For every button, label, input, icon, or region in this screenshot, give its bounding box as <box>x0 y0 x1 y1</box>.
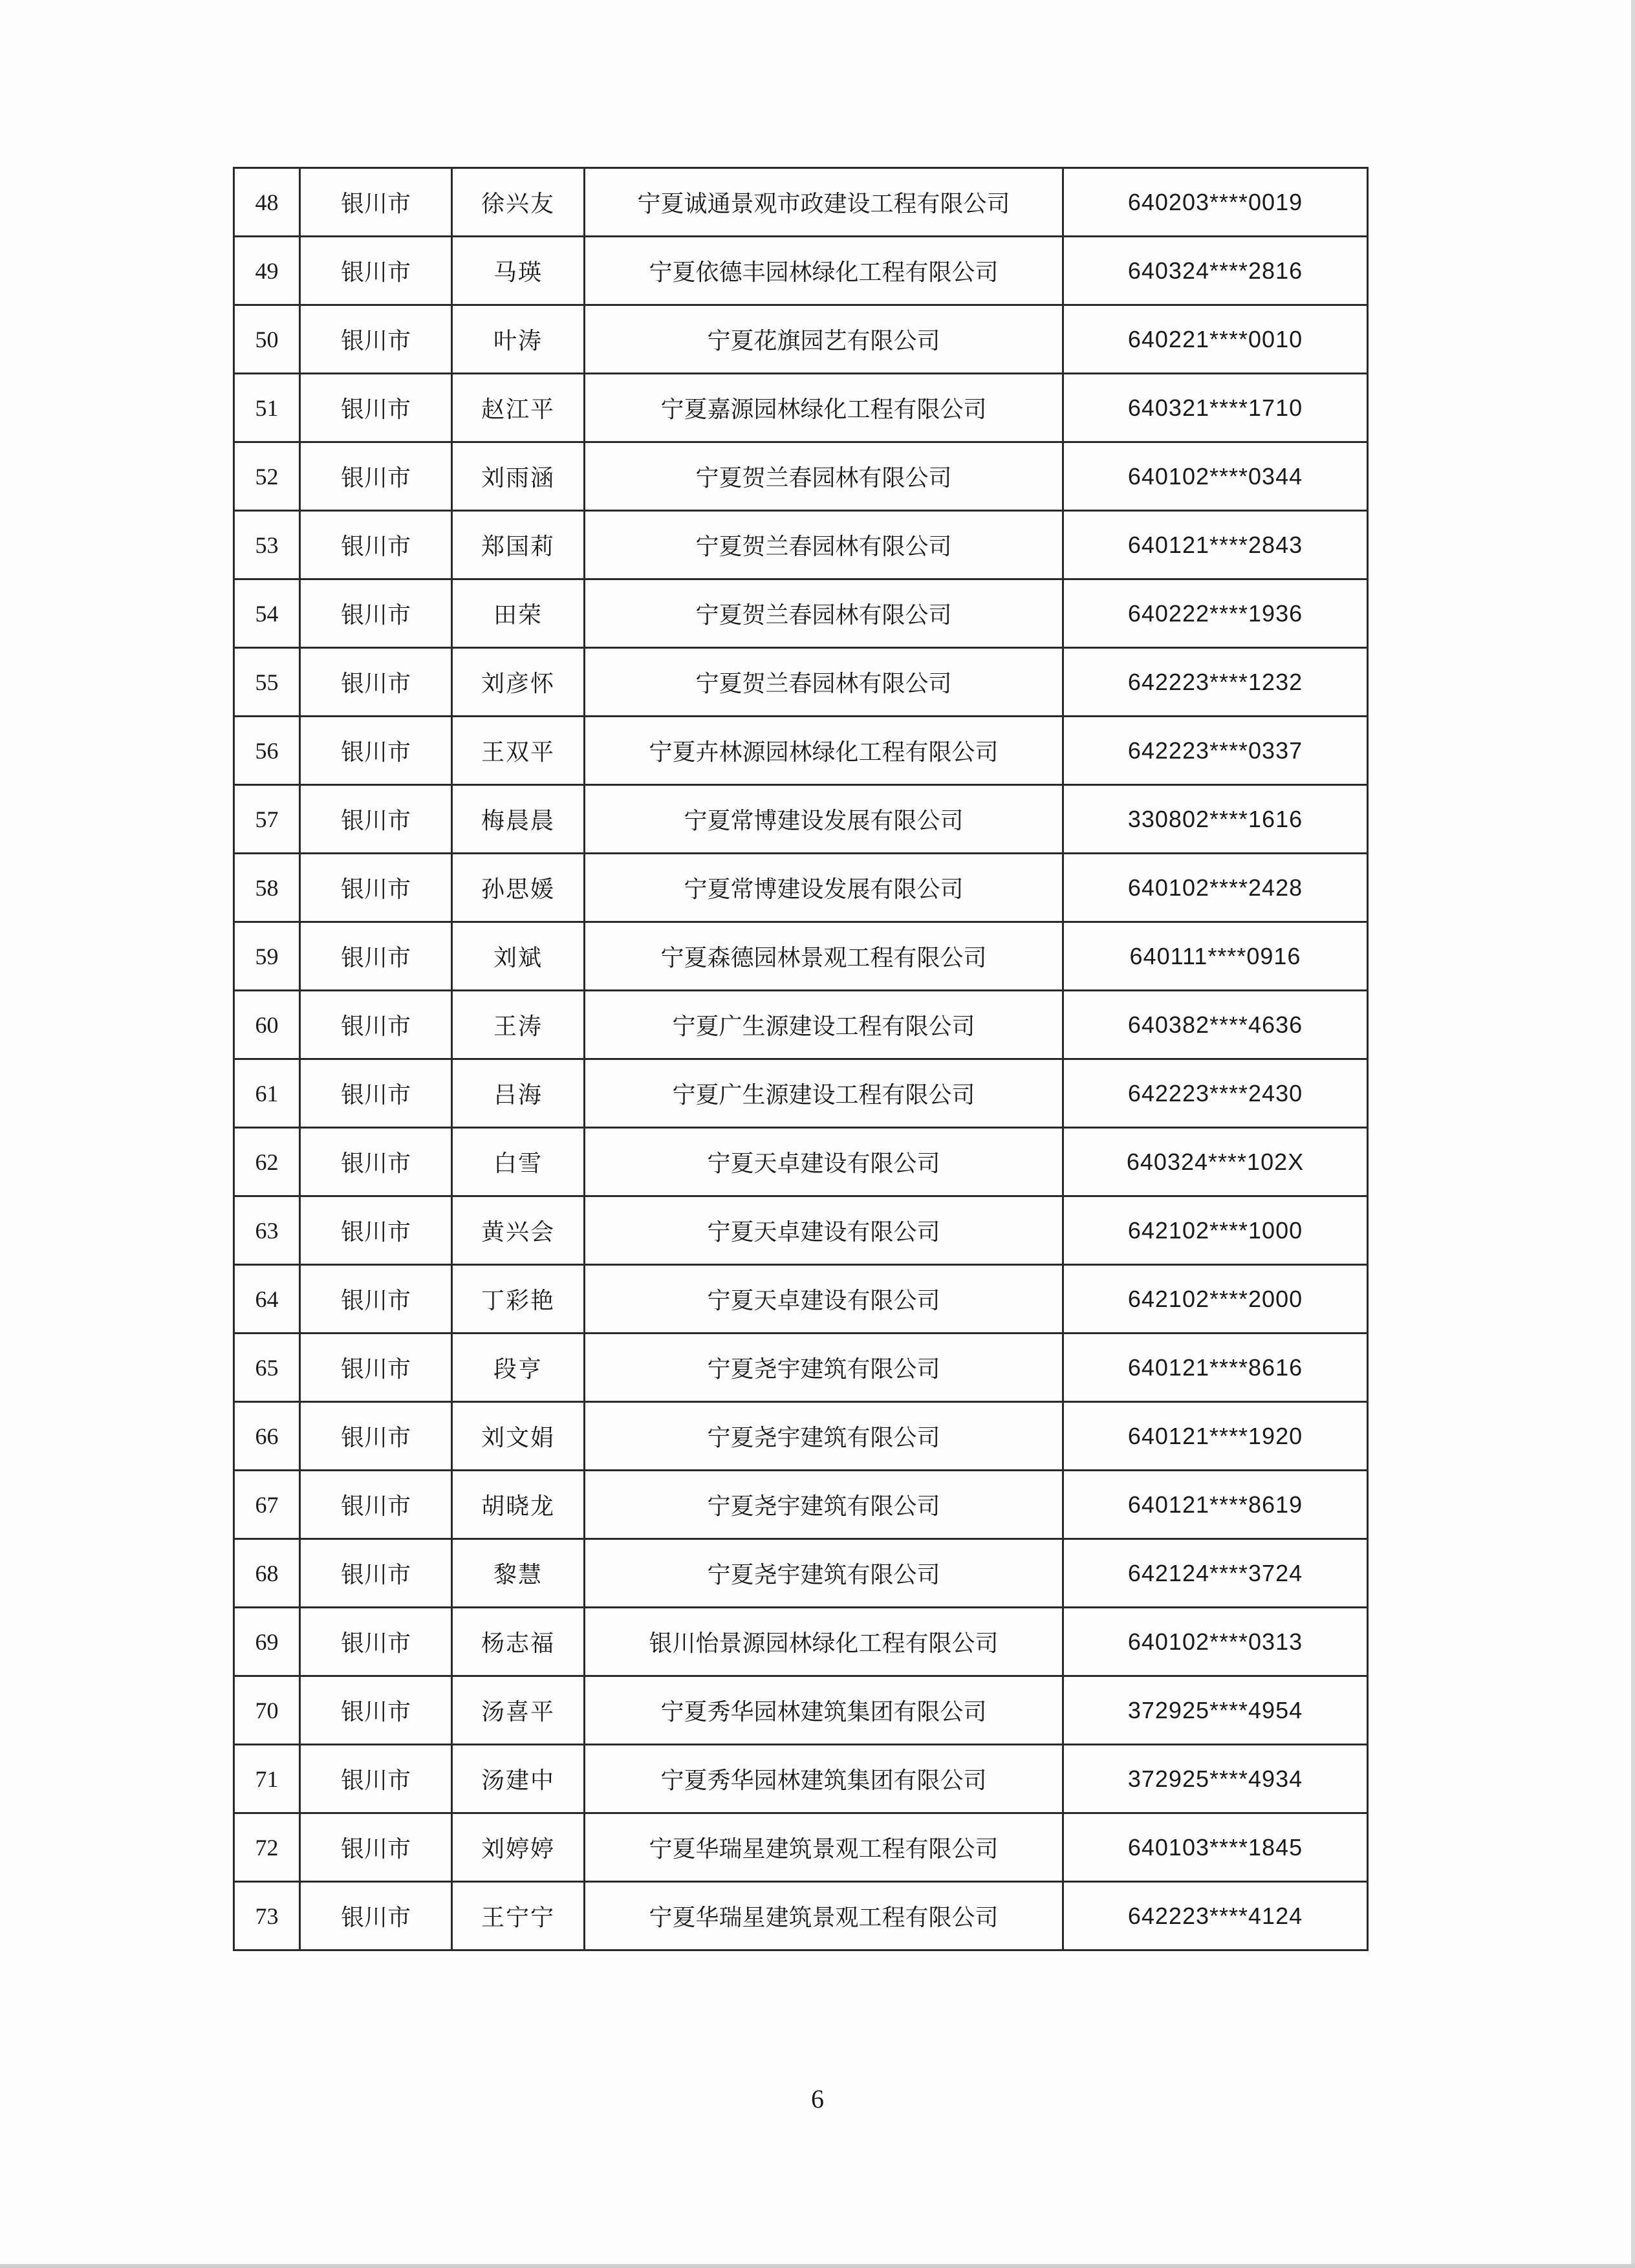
company-cell: 宁夏秀华园林建筑集团有限公司 <box>585 1745 1063 1813</box>
id-number-cell: 642223****4124 <box>1063 1882 1368 1950</box>
id-number-cell: 640324****2816 <box>1063 237 1368 305</box>
row-number-cell: 68 <box>234 1539 300 1608</box>
person-name-cell: 白雪 <box>452 1128 585 1196</box>
table-row <box>234 511 1368 579</box>
table-row <box>234 305 1368 374</box>
company-cell: 宁夏尧宇建筑有限公司 <box>585 1402 1063 1471</box>
row-number-cell: 72 <box>234 1813 300 1882</box>
person-name-cell: 王宁宁 <box>452 1882 585 1950</box>
person-name-cell: 刘斌 <box>452 922 585 991</box>
table-row <box>234 1608 1368 1676</box>
company-cell: 宁夏森德园林景观工程有限公司 <box>585 922 1063 991</box>
city-cell: 银川市 <box>300 305 452 374</box>
company-cell: 宁夏常博建设发展有限公司 <box>585 785 1063 854</box>
row-number-cell: 67 <box>234 1471 300 1539</box>
table-row <box>234 168 1368 237</box>
person-name-cell: 马瑛 <box>452 237 585 305</box>
person-name-cell: 杨志福 <box>452 1608 585 1676</box>
row-number-cell: 70 <box>234 1676 300 1745</box>
company-cell: 宁夏华瑞星建筑景观工程有限公司 <box>585 1882 1063 1950</box>
table-row <box>234 785 1368 854</box>
row-number-cell: 56 <box>234 717 300 785</box>
city-cell: 银川市 <box>300 991 452 1059</box>
city-cell: 银川市 <box>300 785 452 854</box>
city-cell: 银川市 <box>300 1471 452 1539</box>
table-row <box>234 442 1368 511</box>
row-number-cell: 69 <box>234 1608 300 1676</box>
city-cell: 银川市 <box>300 1265 452 1334</box>
row-number-cell: 53 <box>234 511 300 579</box>
city-cell: 银川市 <box>300 854 452 922</box>
person-name-cell: 赵江平 <box>452 374 585 442</box>
id-number-cell: 640102****0344 <box>1063 442 1368 511</box>
row-number-cell: 49 <box>234 237 300 305</box>
city-cell: 银川市 <box>300 579 452 648</box>
row-number-cell: 63 <box>234 1196 300 1265</box>
row-number-cell: 62 <box>234 1128 300 1196</box>
city-cell: 银川市 <box>300 1539 452 1608</box>
id-number-cell: 640324****102X <box>1063 1128 1368 1196</box>
person-name-cell: 刘文娟 <box>452 1402 585 1471</box>
row-number-cell: 61 <box>234 1059 300 1128</box>
id-number-cell: 642102****2000 <box>1063 1265 1368 1334</box>
company-cell: 宁夏广生源建设工程有限公司 <box>585 1059 1063 1128</box>
person-name-cell: 黎慧 <box>452 1539 585 1608</box>
city-cell: 银川市 <box>300 442 452 511</box>
table-row <box>234 1334 1368 1402</box>
city-cell: 银川市 <box>300 1059 452 1128</box>
id-number-cell: 640121****2843 <box>1063 511 1368 579</box>
city-cell: 银川市 <box>300 511 452 579</box>
company-cell: 宁夏天卓建设有限公司 <box>585 1128 1063 1196</box>
city-cell: 银川市 <box>300 1608 452 1676</box>
company-cell: 宁夏嘉源园林绿化工程有限公司 <box>585 374 1063 442</box>
company-cell: 宁夏尧宇建筑有限公司 <box>585 1539 1063 1608</box>
row-number-cell: 60 <box>234 991 300 1059</box>
company-cell: 宁夏诚通景观市政建设工程有限公司 <box>585 168 1063 237</box>
id-number-cell: 642223****1232 <box>1063 648 1368 717</box>
table-row <box>234 854 1368 922</box>
id-number-cell: 640321****1710 <box>1063 374 1368 442</box>
city-cell: 银川市 <box>300 717 452 785</box>
city-cell: 银川市 <box>300 1813 452 1882</box>
row-number-cell: 50 <box>234 305 300 374</box>
table-row <box>234 237 1368 305</box>
table-row <box>234 1882 1368 1950</box>
id-number-cell: 640102****0313 <box>1063 1608 1368 1676</box>
table-row <box>234 1059 1368 1128</box>
person-name-cell: 黄兴会 <box>452 1196 585 1265</box>
company-cell: 宁夏花旗园艺有限公司 <box>585 305 1063 374</box>
company-cell: 宁夏尧宇建筑有限公司 <box>585 1471 1063 1539</box>
company-cell: 宁夏卉林源园林绿化工程有限公司 <box>585 717 1063 785</box>
person-name-cell: 孙思媛 <box>452 854 585 922</box>
row-number-cell: 48 <box>234 168 300 237</box>
person-name-cell: 丁彩艳 <box>452 1265 585 1334</box>
row-number-cell: 71 <box>234 1745 300 1813</box>
row-number-cell: 58 <box>234 854 300 922</box>
person-name-cell: 汤建中 <box>452 1745 585 1813</box>
company-cell: 宁夏依德丰园林绿化工程有限公司 <box>585 237 1063 305</box>
row-number-cell: 59 <box>234 922 300 991</box>
id-number-cell: 640222****1936 <box>1063 579 1368 648</box>
row-number-cell: 55 <box>234 648 300 717</box>
id-number-cell: 640111****0916 <box>1063 922 1368 991</box>
id-number-cell: 640121****8619 <box>1063 1471 1368 1539</box>
city-cell: 银川市 <box>300 237 452 305</box>
person-name-cell: 田荣 <box>452 579 585 648</box>
table-row <box>234 717 1368 785</box>
company-cell: 宁夏贺兰春园林有限公司 <box>585 648 1063 717</box>
person-name-cell: 胡晓龙 <box>452 1471 585 1539</box>
id-number-cell: 640102****2428 <box>1063 854 1368 922</box>
person-name-cell: 王双平 <box>452 717 585 785</box>
table-row <box>234 1813 1368 1882</box>
city-cell: 银川市 <box>300 168 452 237</box>
city-cell: 银川市 <box>300 1334 452 1402</box>
person-name-cell: 刘婷婷 <box>452 1813 585 1882</box>
row-number-cell: 64 <box>234 1265 300 1334</box>
id-number-cell: 640382****4636 <box>1063 991 1368 1059</box>
person-name-cell: 徐兴友 <box>452 168 585 237</box>
city-cell: 银川市 <box>300 1196 452 1265</box>
table-row <box>234 1539 1368 1608</box>
company-cell: 宁夏华瑞星建筑景观工程有限公司 <box>585 1813 1063 1882</box>
table-row <box>234 648 1368 717</box>
city-cell: 银川市 <box>300 1402 452 1471</box>
row-number-cell: 54 <box>234 579 300 648</box>
id-number-cell: 640121****8616 <box>1063 1334 1368 1402</box>
person-name-cell: 刘彦怀 <box>452 648 585 717</box>
company-cell: 宁夏广生源建设工程有限公司 <box>585 991 1063 1059</box>
city-cell: 银川市 <box>300 374 452 442</box>
person-name-cell: 段亨 <box>452 1334 585 1402</box>
table-row <box>234 922 1368 991</box>
id-number-cell: 642223****0337 <box>1063 717 1368 785</box>
city-cell: 银川市 <box>300 1676 452 1745</box>
company-cell: 宁夏秀华园林建筑集团有限公司 <box>585 1676 1063 1745</box>
company-cell: 宁夏天卓建设有限公司 <box>585 1265 1063 1334</box>
id-number-cell: 642102****1000 <box>1063 1196 1368 1265</box>
id-number-cell: 642223****2430 <box>1063 1059 1368 1128</box>
row-number-cell: 52 <box>234 442 300 511</box>
company-cell: 宁夏天卓建设有限公司 <box>585 1196 1063 1265</box>
city-cell: 银川市 <box>300 1128 452 1196</box>
company-cell: 宁夏贺兰春园林有限公司 <box>585 579 1063 648</box>
person-name-cell: 刘雨涵 <box>452 442 585 511</box>
table-row <box>234 579 1368 648</box>
id-number-cell: 640103****1845 <box>1063 1813 1368 1882</box>
id-number-cell: 640121****1920 <box>1063 1402 1368 1471</box>
table-row <box>234 991 1368 1059</box>
id-number-cell: 330802****1616 <box>1063 785 1368 854</box>
person-name-cell: 叶涛 <box>452 305 585 374</box>
company-cell: 宁夏常博建设发展有限公司 <box>585 854 1063 922</box>
company-cell: 宁夏贺兰春园林有限公司 <box>585 511 1063 579</box>
table-row <box>234 374 1368 442</box>
row-number-cell: 66 <box>234 1402 300 1471</box>
table-body <box>234 168 1368 1950</box>
row-number-cell: 51 <box>234 374 300 442</box>
row-number-cell: 57 <box>234 785 300 854</box>
company-cell: 宁夏尧宇建筑有限公司 <box>585 1334 1063 1402</box>
row-number-cell: 73 <box>234 1882 300 1950</box>
city-cell: 银川市 <box>300 1882 452 1950</box>
person-name-cell: 梅晨晨 <box>452 785 585 854</box>
id-number-cell: 372925****4934 <box>1063 1745 1368 1813</box>
table-row <box>234 1128 1368 1196</box>
personnel-table <box>233 167 1369 1951</box>
table-row <box>234 1265 1368 1334</box>
id-number-cell: 642124****3724 <box>1063 1539 1368 1608</box>
id-number-cell: 372925****4954 <box>1063 1676 1368 1745</box>
company-cell: 宁夏贺兰春园林有限公司 <box>585 442 1063 511</box>
scan-edge-right <box>1631 0 1635 2268</box>
table-row <box>234 1745 1368 1813</box>
city-cell: 银川市 <box>300 1745 452 1813</box>
table-row <box>234 1676 1368 1745</box>
id-number-cell: 640221****0010 <box>1063 305 1368 374</box>
table-row <box>234 1196 1368 1265</box>
city-cell: 银川市 <box>300 648 452 717</box>
table-row <box>234 1402 1368 1471</box>
row-number-cell: 65 <box>234 1334 300 1402</box>
table-row <box>234 1471 1368 1539</box>
id-number-cell: 640203****0019 <box>1063 168 1368 237</box>
scan-edge-bottom <box>0 2264 1635 2268</box>
person-name-cell: 郑国莉 <box>452 511 585 579</box>
person-name-cell: 汤喜平 <box>452 1676 585 1745</box>
person-name-cell: 王涛 <box>452 991 585 1059</box>
page-number: 6 <box>811 2084 824 2113</box>
company-cell: 银川怡景源园林绿化工程有限公司 <box>585 1608 1063 1676</box>
city-cell: 银川市 <box>300 922 452 991</box>
person-name-cell: 吕海 <box>452 1059 585 1128</box>
